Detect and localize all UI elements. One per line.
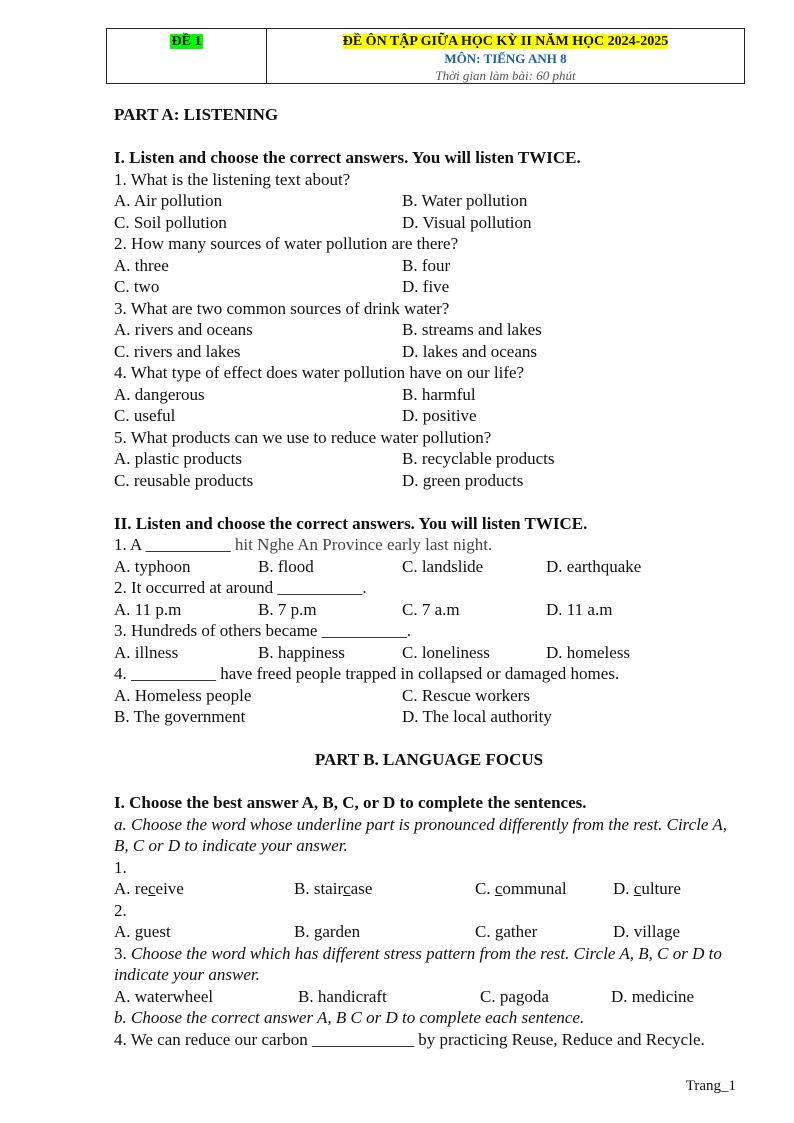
question-text: 3. Hundreds of others became __________. [114,621,411,640]
option: A. Homeless people [114,685,252,705]
question-number: 1. [114,857,127,877]
question-text: 1. What is the listening text about? [114,169,351,189]
question-3 [114,943,744,986]
document-body [114,104,744,1050]
option: D. five [402,277,450,296]
exam-header-table [106,28,745,84]
option: B. 7 p.m [258,599,317,619]
option: C. 7 a.m [402,599,460,619]
option: C. reusable products [114,470,254,490]
option: B. handicraft [298,986,387,1006]
option: B. garden [294,922,361,941]
option: C. useful [114,406,176,425]
option: A. dangerous [114,384,205,404]
option: A. plastic products [114,449,242,468]
question-text: 2. It occurred at around __________. [114,578,367,597]
option: D. positive [402,406,477,425]
option: A. guest [114,922,171,941]
instruction-text: Choose the word which has different stress pattern from the rest. Circle A, B, C or D to indicate your answer. [114,943,722,984]
option: D. lakes and oceans [402,341,538,361]
question-text: 4. What type of effect does water pollution have on our life? [114,363,525,382]
option: C. Rescue workers [402,685,530,705]
option: B. four [402,255,451,275]
instruction-text: . Choose the word whose underline part is pronounced differently from the rest. Circle A, B, C or D to indicate your answer. [114,814,728,855]
instruction-a [114,814,744,857]
part-a-title: PART A: LISTENING [114,105,279,124]
option: B. recyclable products [402,449,555,468]
question-text: 2. How many sources of water pollution are there? [114,234,459,253]
option: A. rivers and oceans [114,320,253,339]
question-text [114,534,744,556]
option: B. harmful [402,384,476,404]
option: B. staircase [294,879,373,898]
option: D. village [613,922,681,941]
option: C. Soil pollution [114,212,227,232]
exam-code-cell [107,29,267,83]
option: D. culture [613,879,681,898]
option: B. The government [114,707,246,726]
option: D. homeless [546,642,631,662]
option: D. 11 a.m [546,599,613,619]
exam-subject: MÔN: TIẾNG ANH 8 [444,51,567,66]
option: B. streams and lakes [402,320,542,339]
question-text: 4. We can reduce our carbon ____________ by practicing Reuse, Reduce and Recycle. [114,1029,705,1049]
option: D. The local authority [402,707,552,726]
option: C. gather [475,922,538,941]
option: D. green products [402,470,524,490]
exam-title: ĐỀ ÔN TẬP GIỮA HỌC KỲ II NĂM HỌC 2024-2025 [342,34,669,49]
question-suffix: hit Nghe An Province early last night. [230,535,493,554]
part-a-section-2-title: II. Listen and choose the correct answers. You will listen TWICE. [114,513,588,533]
option: B. happiness [258,642,345,662]
instruction-b: b. Choose the correct answer A, B C or D to complete each sentence. [114,1008,585,1027]
page-number: Trang_1 [685,1078,736,1094]
answer-blank: __________ [145,535,231,554]
option: C. rivers and lakes [114,341,241,361]
option: A. three [114,255,169,275]
question-number: 2. [114,900,127,920]
option: A. typhoon [114,556,191,576]
question-text: 3. What are two common sources of drink water? [114,298,450,318]
question-number: 3. [114,943,131,963]
instruction-label: a [114,814,123,834]
option: C. pagoda [480,986,549,1006]
option: C. communal [475,879,567,898]
option: D. Visual pollution [402,212,532,232]
option: A. illness [114,642,179,662]
option: C. two [114,277,160,296]
exam-title-cell [267,29,744,83]
exam-time: Thời gian làm bài: 60 phút [435,68,576,83]
option: A. 11 p.m [114,599,182,619]
exam-code: ĐỀ 1 [171,34,202,49]
question-prefix: 1. A [114,535,146,554]
option: A. receive [114,879,184,898]
option: A. waterwheel [114,986,214,1006]
option: D. earthquake [546,556,642,576]
part-b-section-1-title: I. Choose the best answer A, B, C, or D to complete the sentences. [114,793,587,812]
option: B. flood [258,556,314,576]
question-text: 5. What products can we use to reduce water pollution? [114,427,492,447]
option: D. medicine [611,986,695,1006]
option: C. loneliness [402,642,490,662]
option: A. Air pollution [114,191,223,210]
question-text: 4. __________ have freed people trapped in collapsed or damaged homes. [114,664,620,683]
option: B. Water pollution [402,191,528,210]
option: C. landslide [402,556,484,576]
part-a-section-1-title: I. Listen and choose the correct answers. You will listen TWICE. [114,148,581,167]
part-b-title: PART B. LANGUAGE FOCUS [314,750,544,769]
